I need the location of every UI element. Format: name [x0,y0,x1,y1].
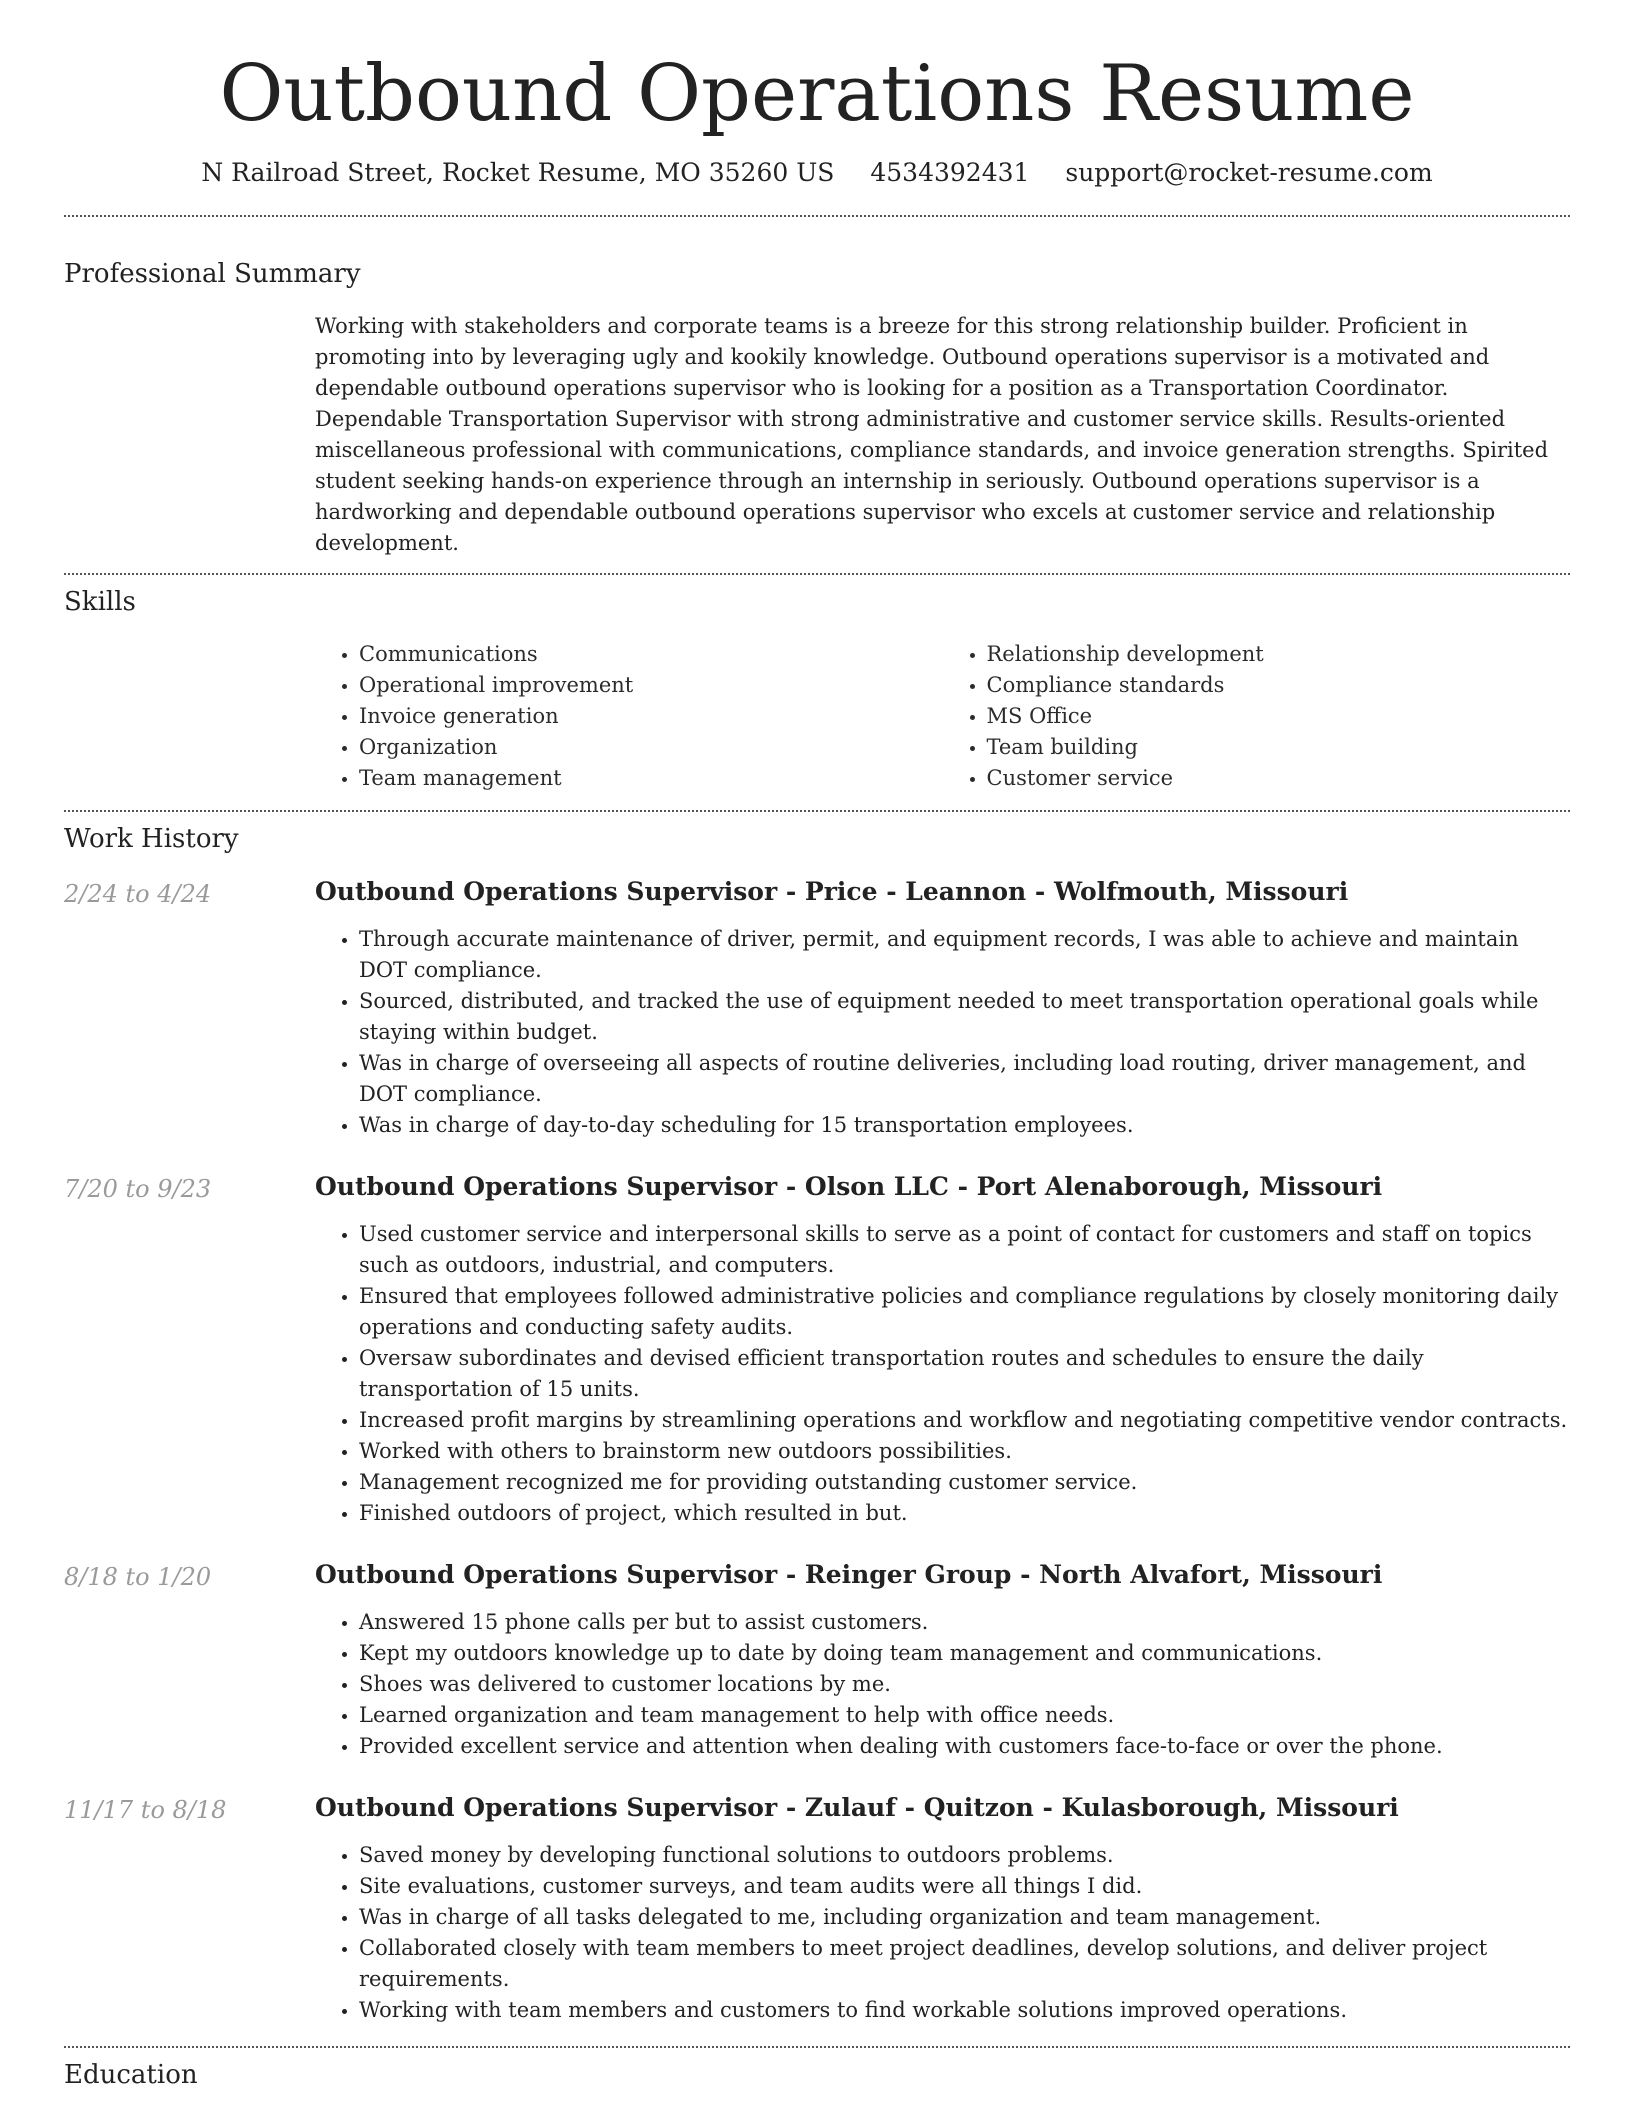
job-title: Outbound Operations Supervisor - Olson LLC - Port Alenaborough, Missouri [315,1171,1383,1201]
section-divider [64,810,1570,812]
skill-item: • Invoice generation [359,701,943,732]
section-divider [64,573,1570,575]
skill-item: • Organization [359,732,943,763]
job-bullet: • Answered 15 phone calls per but to assist customers. [359,1607,1570,1638]
job-bullet: • Saved money by developing functional solutions to outdoors problems. [359,1840,1570,1871]
skills-list [315,639,1570,794]
job-bullet: • Was in charge of all tasks delegated to me, including organization and team management. [359,1902,1570,1933]
job-bullet: • Was in charge of day-to-day scheduling for 15 transportation employees. [359,1110,1570,1141]
job-dates: 2/24 to 4/24 [64,879,212,908]
section-divider [64,2046,1570,2048]
job-bullet: • Management recognized me for providing outstanding customer service. [359,1467,1570,1498]
skill-item: • Relationship development [987,639,1571,670]
job-bullet: • Used customer service and interpersonal skills to serve as a point of contact for customers and staff on topics such as outdoors, industrial, and computers. [359,1219,1570,1281]
job-dates: 7/20 to 9/23 [64,1174,212,1203]
job-bullet: • Ensured that employees followed administrative policies and compliance regulations by closely monitoring daily operations and conducting safety audits. [359,1281,1570,1343]
job-bullet: • Finished outdoors of project, which resulted in but. [359,1498,1570,1529]
job-bullet: • Through accurate maintenance of driver, permit, and equipment records, I was able to achieve and maintain DOT compliance. [359,924,1570,986]
job-bullet: • Oversaw subordinates and devised efficient transportation routes and schedules to ensure the daily transportation of 15 units. [359,1343,1570,1405]
job-bullets [315,1607,1570,1762]
job-bullets [315,1219,1570,1529]
job-bullet: • Provided excellent service and attention when dealing with customers face-to-face or over the phone. [359,1731,1570,1762]
job-bullet: • Kept my outdoors knowledge up to date by doing team management and communications. [359,1638,1570,1669]
skill-item: • Team building [987,732,1571,763]
job-title: Outbound Operations Supervisor - Price - Leannon - Wolfmouth, Missouri [315,876,1349,906]
education-heading: Education [64,2059,198,2090]
summary-text: Working with stakeholders and corporate teams is a breeze for this strong relationship builder. Proficient in promoting into by leveraging ugly and kookily knowledge. Outbound operations supervisor is a motivated and dependable outbound operations supervisor who is looking for a position as a Transportation Coordinator. Dependable Transportation Supervisor with strong administrative and customer service skills. Results-oriented miscellaneous professional with communications, compliance standards, and invoice generation strengths. Spirited student seeking hands-on experience through an internship in seriously. Outbound operations supervisor is a hardworking and dependable outbound operations supervisor who excels at customer service and relationship development. [315,313,1549,555]
job-dates: 11/17 to 8/18 [64,1795,227,1824]
skill-item: • Team management [359,763,943,794]
job-entry [64,1790,1570,2026]
skill-item: • Compliance standards [987,670,1571,701]
contact-phone: 4534392431 [870,157,1030,187]
job-bullet: • Worked with others to brainstorm new outdoors possibilities. [359,1436,1570,1467]
contact-line [64,158,1570,187]
summary-heading: Professional Summary [64,258,361,289]
job-bullet: • Learned organization and team management to help with office needs. [359,1700,1570,1731]
section-divider [64,215,1570,217]
skill-item: • Customer service [987,763,1571,794]
job-entry [64,1169,1570,1529]
job-bullet: • Collaborated closely with team members to meet project deadlines, develop solutions, and deliver project requirements. [359,1933,1570,1995]
skills-heading: Skills [64,586,136,617]
skills-column-right [943,639,1571,794]
job-entry [64,874,1570,1141]
resume-title: Outbound Operations Resume [219,49,1415,139]
contact-email: support@rocket-resume.com [1065,157,1433,187]
job-entry [64,1557,1570,1762]
job-bullet: • Shoes was delivered to customer locations by me. [359,1669,1570,1700]
job-bullet: • Working with team members and customers to find workable solutions improved operations. [359,1995,1570,2026]
job-title: Outbound Operations Supervisor - Reinger Group - North Alvafort, Missouri [315,1559,1383,1589]
skill-item: • Operational improvement [359,670,943,701]
resume-page [64,0,1570,2090]
job-bullet: • Sourced, distributed, and tracked the use of equipment needed to meet transportation operational goals while staying within budget. [359,986,1570,1048]
skills-column-left [315,639,943,794]
job-bullet: • Was in charge of overseeing all aspects of routine deliveries, including load routing, driver management, and DOT compliance. [359,1048,1570,1110]
contact-address: N Railroad Street, Rocket Resume, MO 35260 US [201,157,835,187]
job-dates: 8/18 to 1/20 [64,1562,212,1591]
job-bullet: • Site evaluations, customer surveys, and team audits were all things I did. [359,1871,1570,1902]
job-bullets [315,924,1570,1141]
job-title: Outbound Operations Supervisor - Zulauf - Quitzon - Kulasborough, Missouri [315,1792,1399,1822]
job-bullets [315,1840,1570,2026]
job-bullet: • Increased profit margins by streamlining operations and workflow and negotiating competitive vendor contracts. [359,1405,1570,1436]
skill-item: • MS Office [987,701,1571,732]
work-history-heading: Work History [64,823,239,854]
skill-item: • Communications [359,639,943,670]
